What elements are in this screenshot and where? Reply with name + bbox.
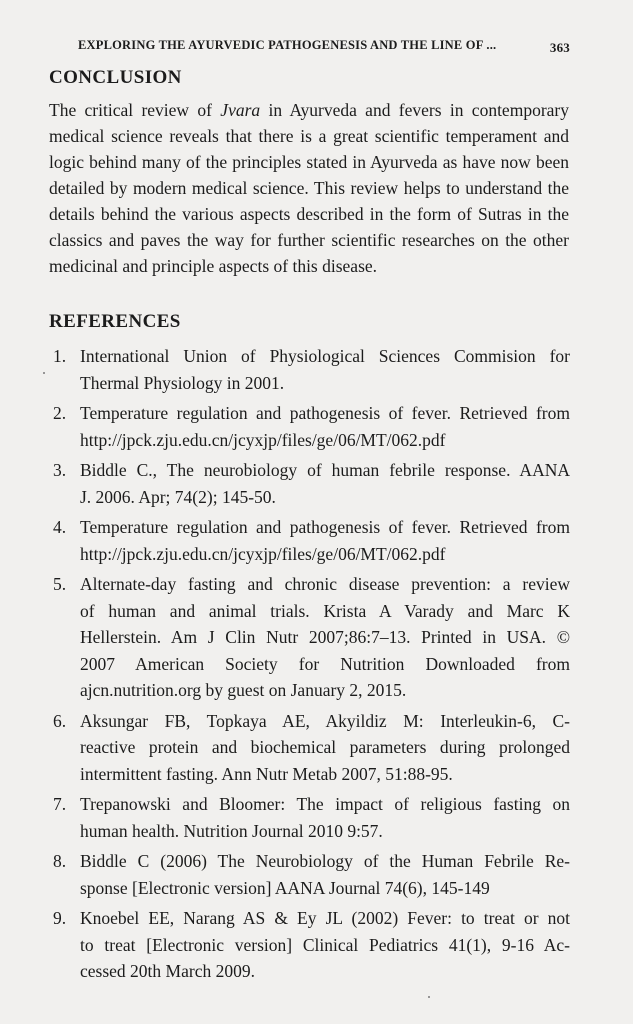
print-speck — [428, 996, 430, 998]
reference-number: 7. — [53, 794, 67, 814]
conclusion-heading: CONCLUSION — [49, 67, 182, 88]
reference-text — [80, 400, 570, 453]
reference-number: 6. — [53, 710, 67, 731]
reference-line: reactive protein and biochemical parameters during prolonged — [80, 737, 570, 757]
reference-line: cessed 20th March 2009. — [80, 961, 255, 981]
reference-line: Temperature regulation and pathogenesis of fever. Retrieved from — [80, 517, 570, 537]
reference-line: sponse [Electronic version] AANA Journal 74(6), 145-149 — [80, 877, 490, 898]
reference-line: http://jpck.zju.edu.cn/jcyxjp/files/ge/06/MT/062.pdf — [80, 543, 446, 564]
reference-item — [49, 571, 570, 704]
conclusion-paragraph — [49, 97, 569, 279]
conclusion-text-rest: in Ayurveda and fevers in contemporary medical science reveals that there is a great scientific temperament and logic behind many of the principles stated in Ayurveda as have now been detailed by modern medical science. This review helps to understand the details behind the various aspects described in the form of Sutras in the classics and paves the way for further scientific researches on the other medicinal and principle aspects of this disease. — [49, 100, 569, 276]
reference-line: Thermal Physiology in 2001. — [80, 372, 285, 393]
reference-line: Aksungar FB, Topkaya AE, Akyildiz M: Interleukin-6, C- — [80, 710, 570, 731]
reference-number: 1. — [53, 346, 67, 366]
reference-number: 2. — [53, 403, 67, 423]
page-number: 363 — [549, 40, 570, 55]
reference-item — [49, 514, 570, 567]
references-heading: REFERENCES — [49, 311, 181, 332]
reference-line: Trepanowski and Bloomer: The impact of religious fasting on — [80, 794, 570, 814]
reference-item — [49, 400, 570, 453]
print-speck — [43, 372, 45, 374]
reference-item — [49, 708, 570, 788]
reference-line: of human and animal trials. Krista A Varady and Marc K — [80, 600, 570, 621]
reference-line: Biddle C., The neurobiology of human febrile response. AANA — [80, 460, 570, 480]
reference-item — [49, 848, 570, 901]
running-head-title: EXPLORING THE AYURVEDIC PATHOGENESIS AND THE LINE OF ... — [78, 38, 497, 52]
reference-number: 5. — [53, 574, 67, 594]
reference-line: Alternate-day fasting and chronic disease prevention: a review — [80, 574, 570, 594]
reference-list — [49, 343, 570, 989]
reference-text — [80, 848, 570, 901]
reference-line: human health. Nutrition Journal 2010 9:57. — [80, 820, 383, 841]
reference-text — [80, 571, 570, 704]
reference-number: 8. — [53, 851, 67, 871]
conclusion-text-start: The critical review of — [49, 100, 221, 120]
reference-text — [80, 708, 570, 788]
reference-line: intermittent fasting. Ann Nutr Metab 2007, 51:88-95. — [80, 763, 453, 784]
reference-text — [80, 457, 570, 510]
reference-item — [49, 343, 570, 396]
reference-line: Knoebel EE, Narang AS & Ey JL (2002) Fever: to treat or not — [80, 908, 570, 928]
reference-number: 9. — [53, 908, 67, 928]
reference-line: International Union of Physiological Sciences Commision for — [80, 346, 570, 366]
reference-line: Biddle C (2006) The Neurobiology of the Human Febrile Re- — [80, 851, 570, 871]
reference-item — [49, 457, 570, 510]
reference-line: to treat [Electronic version] Clinical Pediatrics 41(1), 9-16 Ac- — [80, 934, 570, 955]
reference-line: J. 2006. Apr; 74(2); 145-50. — [80, 486, 276, 507]
reference-number: 4. — [53, 517, 67, 537]
running-header — [78, 38, 570, 53]
reference-line: ajcn.nutrition.org by guest on January 2, 2015. — [80, 680, 407, 700]
reference-item — [49, 791, 570, 844]
reference-number: 3. — [53, 460, 67, 480]
reference-line: Temperature regulation and pathogenesis of fever. Retrieved from — [80, 403, 570, 423]
reference-text — [80, 905, 570, 985]
reference-text — [80, 514, 570, 567]
reference-line: http://jpck.zju.edu.cn/jcyxjp/files/ge/06/MT/062.pdf — [80, 429, 446, 450]
reference-text — [80, 791, 570, 844]
reference-line: Hellerstein. Am J Clin Nutr 2007;86:7–13. Printed in USA. © — [80, 627, 570, 647]
conclusion-italic-term: Jvara — [220, 100, 261, 120]
reference-text — [80, 343, 570, 396]
reference-line: 2007 American Society for Nutrition Downloaded from — [80, 653, 570, 674]
reference-item — [49, 905, 570, 985]
